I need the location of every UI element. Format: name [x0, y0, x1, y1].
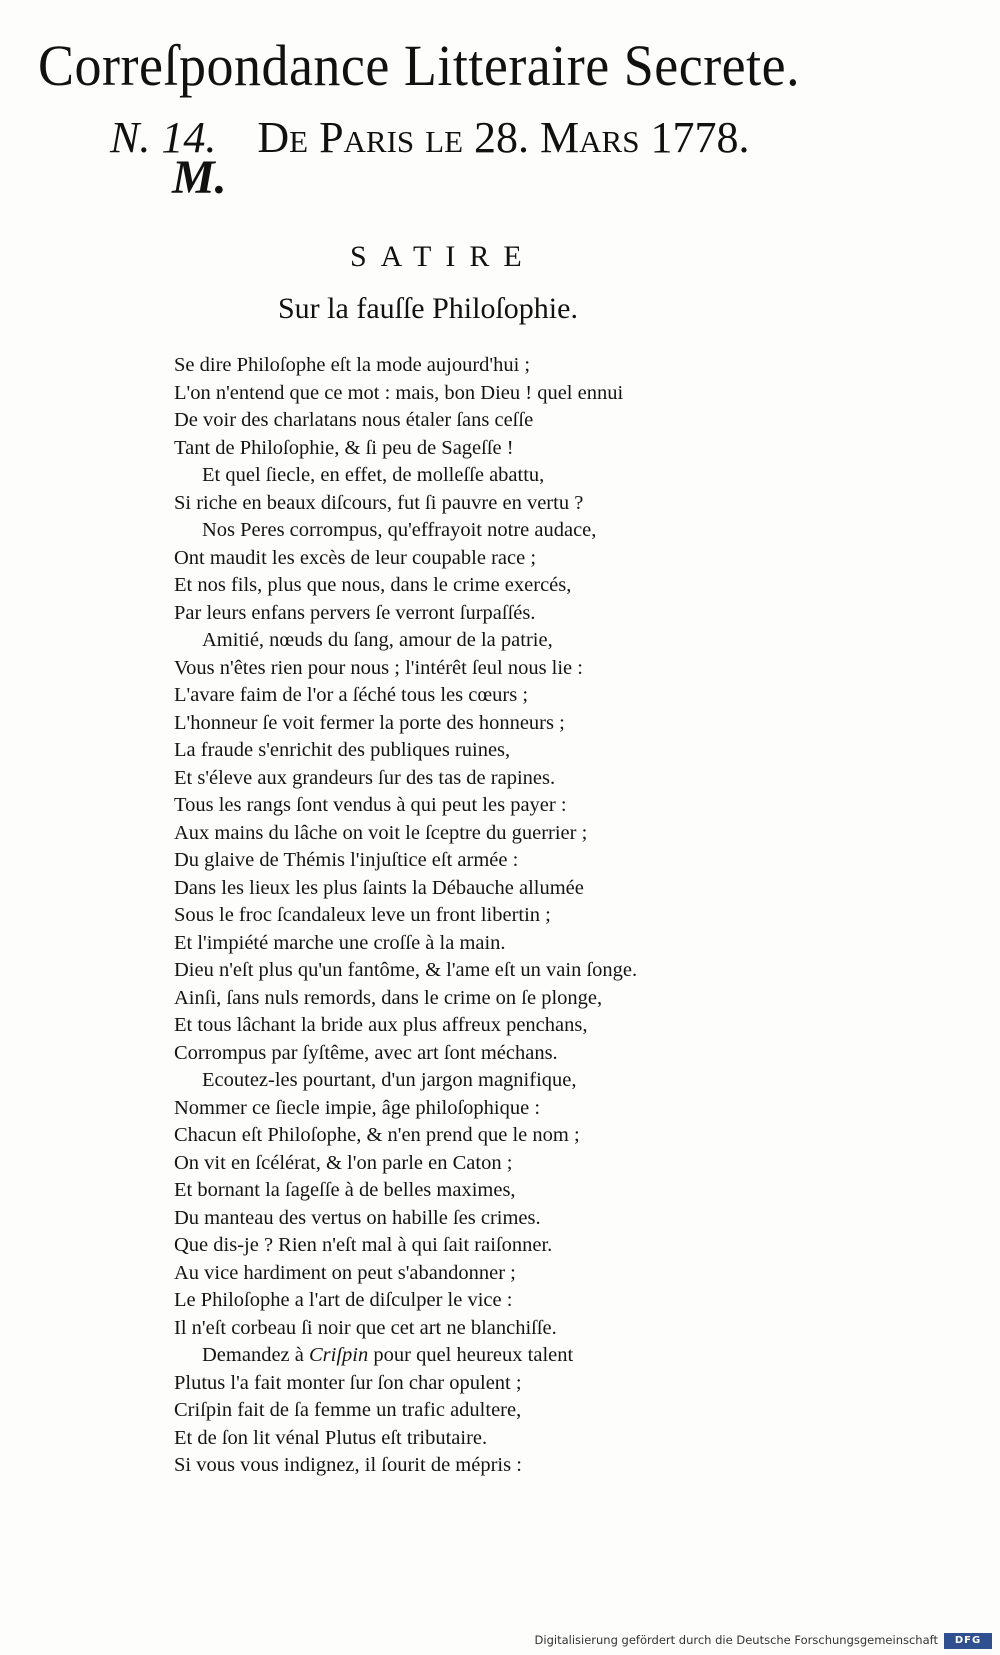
- verse-line: Chacun eſt Philoſophe, & n'en prend que le nom ;: [174, 1124, 580, 1146]
- salutation-initial: M.: [172, 151, 227, 204]
- verse-line: Demandez à Criſpin pour quel heureux talent: [202, 1344, 574, 1366]
- masthead-title: Correſpondance Litteraire Secrete.: [38, 33, 801, 98]
- verse-line: Se dire Philoſophe eſt la mode aujourd'hui ;: [174, 354, 531, 376]
- verse-line: Du glaive de Thémis l'injuſtice eſt armée :: [174, 849, 519, 871]
- verse-line: Ont maudit les excès de leur coupable race ;: [174, 546, 537, 569]
- italic-name: Criſpin: [309, 1344, 369, 1366]
- verse-line: Nos Peres corrompus, qu'effrayoit notre audace,: [202, 519, 597, 541]
- verse-line: Que dis-je ? Rien n'eſt mal à qui ſait raiſonner.: [174, 1234, 553, 1256]
- verse-line: Corrompus par ſyſtême, avec art ſont méchans.: [174, 1041, 558, 1064]
- verse-line: Par leurs enfans pervers ſe verront ſurpaſſés.: [174, 601, 536, 624]
- dfg-logo: DFG: [944, 1633, 992, 1649]
- verse-line: La fraude s'enrichit des publiques ruines,: [174, 739, 511, 761]
- verse-line: Si vous vous indignez, il ſourit de mépris :: [174, 1454, 522, 1476]
- poem-subtitle: Sur la fauſſe Philoſophie.: [278, 292, 578, 325]
- verse-line: Et tous lâchant la bride aux plus affreux penchans,: [174, 1014, 588, 1036]
- verse-line: Et de ſon lit vénal Plutus eſt tributaire.: [174, 1426, 488, 1449]
- verse-line: L'avare faim de l'or a ſéché tous les cœurs ;: [174, 684, 529, 706]
- verse-line: Aux mains du lâche on voit le ſceptre du guerrier ;: [174, 821, 588, 844]
- verse-line: Et s'éleve aux grandeurs ſur des tas de rapines.: [174, 766, 556, 789]
- poem-title: SATIRE: [350, 240, 536, 273]
- issue-line: [110, 112, 930, 163]
- poem-verses: [174, 352, 794, 1480]
- verse-line: Sous le froc ſcandaleux leve un front libertin ;: [174, 904, 551, 926]
- verse-line: Dans les lieux les plus ſaints la Débauche allumée: [174, 876, 584, 899]
- verse-line: Il n'eſt corbeau ſi noir que cet art ne blanchiſſe.: [174, 1316, 557, 1339]
- verse-line: Et nos fils, plus que nous, dans le crime exercés,: [174, 574, 572, 596]
- verse-line: Et quel ſiecle, en effet, de molleſſe abattu,: [202, 464, 545, 486]
- verse-line: Vous n'êtes rien pour nous ; l'intérêt ſeul nous lie :: [174, 656, 583, 679]
- verse-line: De voir des charlatans nous étaler ſans ceſſe: [174, 409, 534, 431]
- verse-line: Le Philoſophe a l'art de diſculper le vice :: [174, 1289, 513, 1311]
- verse-line: Du manteau des vertus on habille ſes crimes.: [174, 1206, 541, 1229]
- verse-line: L'on n'entend que ce mot : mais, bon Dieu ! quel ennui: [174, 381, 624, 404]
- verse-line: Nommer ce ſiecle impie, âge philoſophique :: [174, 1096, 541, 1119]
- verse-line: Si riche en beaux diſcours, fut ſi pauvre en vertu ?: [174, 491, 584, 514]
- verse-line: Criſpin fait de ſa femme un trafic adultere,: [174, 1399, 522, 1421]
- verse-line: Ainſi, ſans nuls remords, dans le crime on ſe plonge,: [174, 986, 603, 1009]
- verse-line: Ecoutez-les pourtant, d'un jargon magnifique,: [202, 1069, 577, 1091]
- verse-line: Plutus l'a fait monter ſur ſon char opulent ;: [174, 1371, 522, 1394]
- dateline: De Paris le 28. Mars 1778.: [257, 113, 750, 162]
- verse-line: L'honneur ſe voit fermer la porte des honneurs ;: [174, 711, 565, 734]
- verse-line: Et bornant la ſageſſe à de belles maximes,: [174, 1179, 516, 1201]
- verse-line: Amitié, nœuds du ſang, amour de la patrie,: [202, 629, 553, 651]
- verse-line: Et l'impiété marche une croſſe à la main.: [174, 931, 506, 954]
- issue-number: N. 14.: [110, 113, 217, 162]
- digitization-credit: Digitalisierung gefördert durch die Deutsche Forschungsgemeinschaft: [534, 1633, 938, 1647]
- verse-line: Au vice hardiment on peut s'abandonner ;: [174, 1261, 516, 1284]
- verse-line: On vit en ſcélérat, & l'on parle en Caton ;: [174, 1151, 513, 1174]
- verse-line: Tant de Philoſophie, & ſi peu de Sageſſe !: [174, 436, 514, 459]
- verse-line: Dieu n'eſt plus qu'un fantôme, & l'ame eſt un vain ſonge.: [174, 959, 638, 981]
- verse-line: Tous les rangs ſont vendus à qui peut les payer :: [174, 794, 567, 816]
